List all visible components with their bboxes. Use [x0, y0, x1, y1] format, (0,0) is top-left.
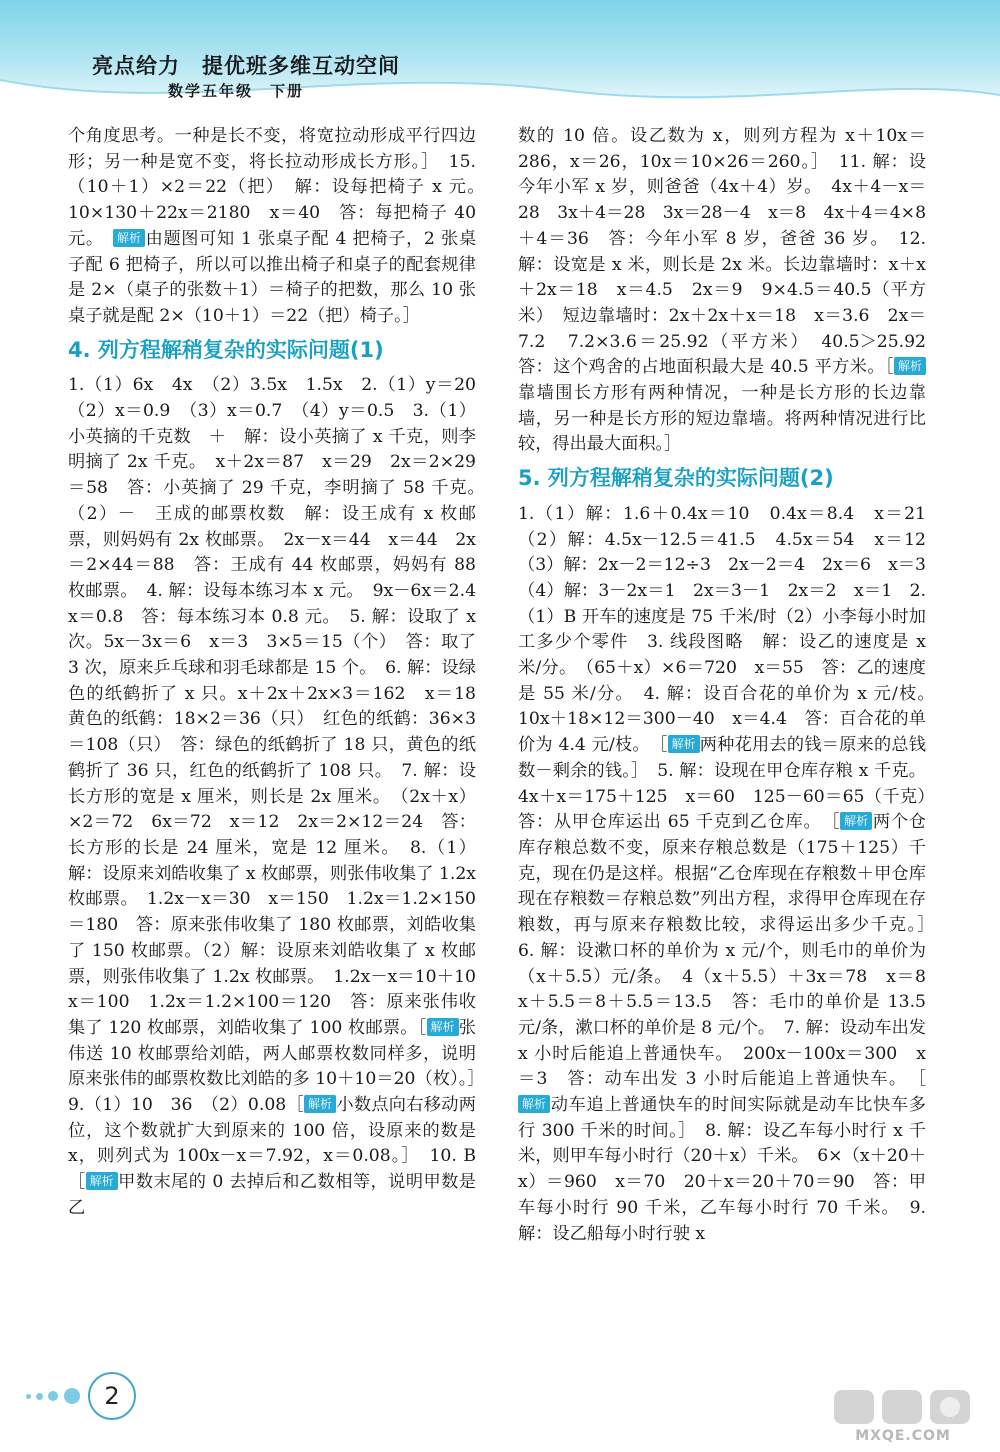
decorative-dots [26, 1382, 86, 1412]
answer-text: 1.（1）解：1.6＋0.4x＝10 0.4x＝8.4 x＝21（2）解：4.5x－12.5＝41.5 4.5x＝54 x＝12（3）解：2x－2＝12÷3 2x－2＝4 2x＝6 x＝3 （4）解：3－2x＝1 2x＝3－1 2x＝2 x＝1 2.（1）B 开车的速度是 75 千米/时（2）小李每小时加工多少个零件 3. 线段图略 解：设乙的速度是 x 米/分。 （65＋x）×6＝720 x＝55 答：乙的速度是 55 米/分。 4. 解：设百合花的单价为 x 元/枝。 10x＋18×12＝300－40 x＝4.4 答：百合花的单价为 4.4 元/枝。 ［ [518, 503, 944, 756]
analysis-tag: 解析 [894, 357, 926, 375]
answer-paragraph [68, 373, 494, 1221]
answer-text: 两种花用去的钱＝原来的总钱数－剩余的钱。］ 5. 解：设现在甲仓库存粮 x 千克。4x＋x＝175＋125 x＝60 125－60＝65（千克） 答：从甲仓库运出 65 千克到乙仓库。 ［ [518, 735, 944, 833]
answer-paragraph [68, 124, 494, 330]
site-watermark-logo [828, 1384, 978, 1446]
analysis-tag: 解析 [668, 735, 700, 753]
answer-text: 两个仓库存粮总数不变，原来存粮总数是（175＋125）千克，现在仍是这样。根据“乙仓库现在存粮数＋甲仓库现在存粮数＝存粮总数”列出方程，求得甲仓库现在存粮数，再与原来存粮数比较，求得运出多少千克。］ 6. 解：设漱口杯的单价为 x 元/个，则毛巾的单价为（x＋5.5）元/条。 4（x＋5.5）＋3x＝78 x＝8 x＋5.5＝8＋5.5＝13.5 答：毛巾的单价是 13.5 元/条，漱口杯的单价是 8 元/个。 7. 解：设动车出发 x 小时后能追上普通快车。 200x－100x＝300 x＝3 答：动车出发 3 小时后能追上普通快车。 ［ [518, 812, 944, 1090]
analysis-tag: 解析 [427, 1018, 459, 1036]
answer-paragraph [518, 124, 944, 458]
analysis-tag: 解析 [304, 1095, 336, 1113]
answer-paragraph [518, 502, 944, 1247]
watermark-text: MXQE.COM [855, 1428, 951, 1444]
section-heading: 4. 列方程解稍复杂的实际问题(1) [68, 337, 384, 362]
answer-text: 靠墙围长方形有两种情况，一种是长方形的长边靠墙，另一种是长方形的短边靠墙。将两种情况进行比较，得出最大面积。］ [518, 383, 926, 455]
analysis-tag: 解析 [518, 1095, 550, 1113]
right-answer-column [518, 124, 944, 1247]
answer-text: 1.（1）6x 4x （2）3.5x 1.5x 2.（1）y＝20 （2）x＝0.9 （3）x＝0.7 （4）y＝0.5 3.（1）小英摘的千克数 ＋ 解：设小英摘了 x 千克，则李明摘了 2x 千克。 x＋2x＝87 x＝29 2x＝2×29＝58 答：小英摘了 29 千克，李明摘了 58 千克。 （2）－ 王成的邮票枚数 解：设王成有 x 枚邮票，则妈妈有 2x 枚邮票。 2x－x＝44 x＝44 2x＝2×44＝88 答：王成有 44 枚邮票，妈妈有 88 枚邮票。 4. 解：设每本练习本 x 元。 9x－6x＝2.4 x＝0.8 答：每本练习本 0.8 元。 5. 解：设取了 x 次。5x－3x＝6 x＝3 3×5＝15（个） 答：取了 3 次，原来乒乓球和羽毛球都是 15 个。 6. 解：设绿色的纸鹤折了 x 只。x＋2x＋2x×3＝162 x＝18 黄色的纸鹤：18×2＝36（只） 红色的纸鹤：36×3＝108（只） 答：绿色的纸鹤折了 18 只，黄色的纸鹤折了 36 只，红色的纸鹤折了 108 只。 7. 解：设长方形的宽是 x 厘米，则长是 2x 厘米。 （2x＋x）×2＝72 6x＝72 x＝12 2x＝2×12＝24 答：长方形的长是 24 厘米，宽是 12 厘米。 8.（1）解：设原来刘皓收集了 x 枚邮票，则张伟收集了 1.2x 枚邮票。 1.2x－x＝30 x＝150 1.2x＝1.2×150＝180 答：原来张伟收集了 180 枚邮票，刘皓收集了 150 枚邮票。（2）解：设原来刘皓收集了 x 枚邮票，则张伟收集了 1.2x 枚邮票。 1.2x－x＝10＋10 x＝100 1.2x＝1.2×100＝120 答：原来张伟收集了 120 枚邮票，刘皓收集了 100 枚邮票。［ [68, 375, 494, 1038]
analysis-tag: 解析 [86, 1172, 118, 1190]
book-title: 数学五年级 下册 [168, 82, 305, 100]
page-number: 2 [88, 1372, 136, 1420]
left-answer-column [68, 124, 494, 1222]
answer-text: 个角度思考。一种是长不变，将宽拉动形成平行四边形；另一种是宽不变，将长拉动形成长方形。］ 15.（10＋1）×2＝22（把） 解：设每把椅子 x 元。 10×130＋22x＝2180 x＝40 答：每把椅子 40 元。 [68, 126, 494, 249]
answer-text: 动车追上普通快车的时间实际就是动车比快车多行 300 千米的时间。］ 8. 解：设乙车每小时行 x 千米，则甲车每小时行（20＋x）千米。 6×（x＋20＋x）＝960 x＝70 20＋x＝20＋70＝90 答：甲车每小时行 90 千米，乙车每小时行 70 千米。 9. 解：设乙船每小时行驶 x [518, 1095, 932, 1244]
section-heading: 5. 列方程解稍复杂的实际问题(2) [518, 466, 834, 491]
watermark-badge-icon [828, 1384, 978, 1428]
answer-text: 数的 10 倍。设乙数为 x，则列方程为 x＋10x＝286，x＝26，10x＝10×26＝260。］ 11. 解：设今年小军 x 岁，则爸爸（4x＋4）岁。 4x＋4－x＝28 3x＋4＝28 3x＝28－4 x＝8 4x＋4＝4×8＋4＝36 答：今年小军 8 岁，爸爸 36 岁。 12. 解：设宽是 x 米，则长是 2x 米。长边靠墙时：x＋x＋2x＝18 x＝4.5 2x＝9 9×4.5＝40.5（平方米） 短边靠墙时：2x＋2x＋x＝18 x＝3.6 2x＝7.2 7.2×3.6＝25.92（平方米） 40.5＞25.92 答：这个鸡舍的占地面积最大是 40.5 平方米。［ [518, 126, 944, 378]
answer-text: 由题图可知 1 张桌子配 4 把椅子，2 张桌子配 6 把椅子，所以可以推出椅子和桌子的配套规律是 2×（桌子的张数＋1）＝椅子的把数，那么 10 张桌子就是配 2×（10＋1）＝22（把）椅子。］ [68, 228, 477, 326]
answer-text: 张伟送 10 枚邮票给刘皓，两人邮票枚数同样多，说明原来张伟的邮票枚数比刘皓的多 10＋10＝20（枚）。］ 9.（1）10 36 （2）0.08［ [68, 1017, 494, 1116]
series-title: 亮点给力 提优班多维互动空间 [92, 54, 400, 78]
answer-text: 甲数末尾的 0 去掉后和乙数相等，说明甲数是乙 [68, 1172, 476, 1218]
analysis-tag: 解析 [113, 229, 145, 247]
answer-text: 小数点向右移动两位，这个数就扩大到原来的 100 倍，设原来的数是 x，则列式为 100x－x＝7.92，x＝0.08。］ 10. B ［ [68, 1095, 494, 1193]
analysis-tag: 解析 [840, 812, 872, 830]
